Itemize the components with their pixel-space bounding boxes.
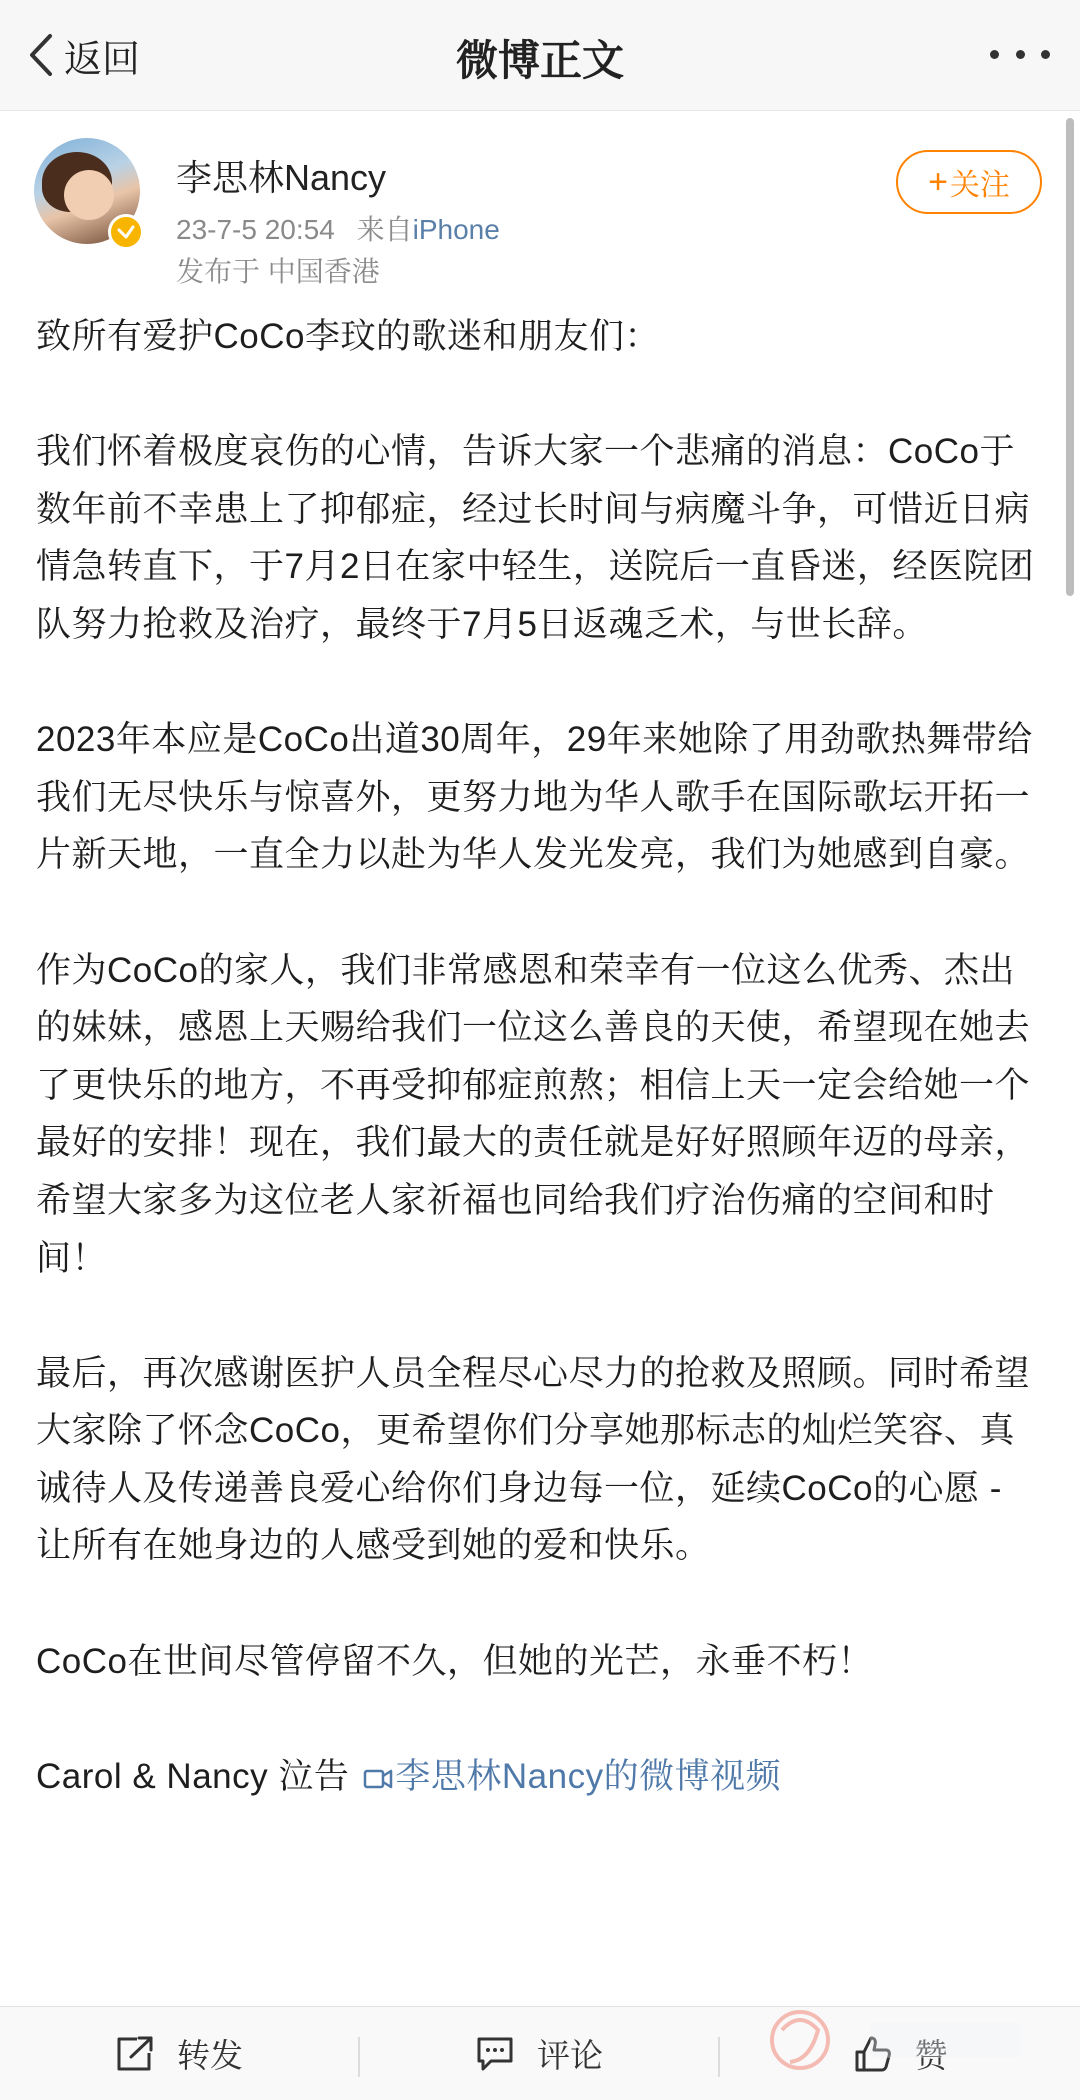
- signoff-text: Carol & Nancy 泣告: [36, 1756, 350, 1796]
- back-button[interactable]: [28, 28, 140, 82]
- top-nav-bar: [0, 0, 1080, 111]
- video-link-label: 李思林Nancy的微博视频: [395, 1756, 782, 1796]
- post-time: 23-7-5 20:54: [176, 214, 335, 245]
- more-dots-icon: [990, 50, 999, 59]
- like-label: 赞: [914, 2037, 948, 2074]
- like-button[interactable]: [720, 2007, 1080, 2100]
- chevron-left-icon: [28, 32, 54, 78]
- plus-icon: +: [928, 163, 948, 201]
- share-icon: [115, 2035, 155, 2073]
- comment-button[interactable]: [360, 2007, 718, 2100]
- post-meta: [176, 208, 500, 248]
- video-icon: [363, 1766, 393, 1792]
- post-location: 发布于 中国香港: [176, 256, 380, 287]
- repost-button[interactable]: [0, 2007, 358, 2100]
- post-paragraph: 我们怀着极度哀伤的心情，告诉大家一个悲痛的消息：CoCo于数年前不幸患上了抑郁症，经过长时间与病魔斗争，可惜近日病情急转直下，于7月2日在家中轻生，送院后一直昏迷，经医院团队努力抢救及治疗，最终于7月5日返魂乏术，与世长辞。: [36, 432, 1035, 644]
- more-dot: [1041, 50, 1050, 59]
- back-label: 返回: [64, 38, 141, 81]
- scrollbar[interactable]: [1066, 118, 1074, 596]
- bottom-action-bar: [0, 2006, 1080, 2100]
- page-title: 微博正文: [455, 37, 624, 84]
- author-name[interactable]: 李思林Nancy: [176, 157, 387, 198]
- signoff-line: [36, 1748, 1044, 1806]
- more-options-button[interactable]: [990, 34, 1050, 74]
- follow-button[interactable]: [896, 150, 1042, 214]
- thumbs-up-icon: [853, 2034, 893, 2074]
- follow-label: 关注: [949, 169, 1010, 202]
- repost-label: 转发: [177, 2037, 243, 2074]
- post-paragraph: CoCo在世间尽管停留不久，但她的光芒，永垂不朽！: [36, 1641, 873, 1681]
- post-paragraph: 最后，再次感谢医护人员全程尽心尽力的抢救及照顾。同时希望大家除了怀念CoCo，更希望你们分享她那标志的灿烂笑容、真诚待人及传递善良爱心给你们身边每一位，延续CoCo的心愿 - 让所有在她身边的人感受到她的爱和快乐。: [36, 1353, 1031, 1566]
- post-body: [36, 308, 1044, 1805]
- verified-badge-icon: [108, 214, 144, 250]
- comment-label: 评论: [537, 2037, 603, 2074]
- comment-icon: [475, 2035, 515, 2073]
- avatar-face: [64, 170, 114, 220]
- post-paragraph: 作为CoCo的家人，我们非常感恩和荣幸有一位这么优秀、杰出的妹妹，感恩上天赐给我们一位这么善良的天使，希望现在她去了更快乐的地方，不再受抑郁症煎熬；相信上天一定会给她一个最好的安排！现在，我们最大的责任就是好好照顾年迈的母亲，希望大家多为这位老人家祈福也同给我们疗治伤痛的空间和时间！: [36, 950, 1031, 1278]
- post-source[interactable]: iPhone: [412, 214, 500, 245]
- post-paragraph: 致所有爱护CoCo李玟的歌迷和朋友们：: [36, 317, 660, 356]
- video-link[interactable]: [363, 1757, 781, 1796]
- post-paragraph: 2023年本应是CoCo出道30周年，29年来她除了用劲歌热舞带给我们无尽快乐与惊喜外，更努力地为华人歌手在国际歌坛开拓一片新天地，一直全力以赴为华人发光发亮，我们为她感到自豪。: [36, 720, 1033, 875]
- more-dot: [1016, 50, 1025, 59]
- source-prefix: 来自: [356, 214, 413, 245]
